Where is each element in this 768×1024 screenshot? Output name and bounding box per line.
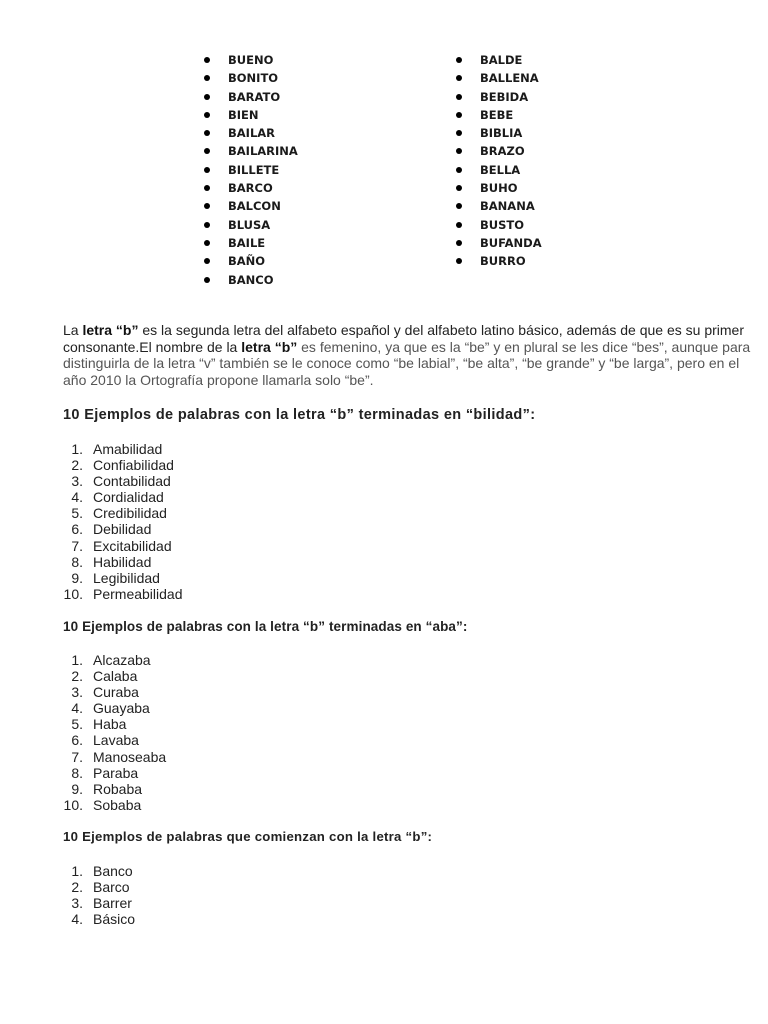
bullet-word: BRAZO: [480, 144, 525, 159]
list-item-number: 2.: [71, 879, 83, 896]
bullet-dot-icon: [204, 112, 210, 118]
intro-text-3: es femenino, ya que es la “be” y en plural se les dice “bes”, aunque para distinguirla de la letra “v” también se le conoce como “be labial”, “be alta”, “be grande” y “be larga”, pero en el año 2010 la Ortografía propone llamarla solo “be”.: [63, 338, 751, 388]
bullet-item: [202, 106, 298, 124]
bullet-item: [454, 124, 542, 142]
bullet-word: BIEN: [228, 107, 259, 122]
bullet-dot-icon: [204, 240, 210, 246]
list-item-number: 8.: [71, 764, 83, 781]
list-item-text: Robaba: [93, 780, 143, 797]
section-heading-comienzan: 10 Ejemplos de palabras que comienzan con la letra “b”:: [63, 829, 433, 844]
bullet-word: BAILAR: [228, 126, 276, 141]
list-item-text: Guayaba: [93, 700, 150, 717]
bullet-item: [454, 179, 542, 197]
bullet-word: BALDE: [480, 53, 523, 67]
list-item-text: Banco: [93, 863, 133, 879]
list-item-text: Barco: [93, 879, 130, 896]
list-item-text: Credibilidad: [93, 505, 167, 522]
list-item: [63, 521, 183, 537]
list-item-number: 4.: [71, 911, 83, 928]
list-item: [63, 863, 135, 879]
list-item-number: 3.: [71, 895, 83, 912]
bullet-word: BANANA: [480, 199, 535, 214]
list-item: [63, 716, 166, 732]
list-item-text: Haba: [93, 716, 127, 733]
bullet-item: [454, 51, 542, 69]
bullet-list-left: [202, 51, 298, 289]
list-item: [63, 538, 183, 554]
list-item-text: Habilidad: [93, 553, 152, 570]
list-item-text: Confiabilidad: [93, 457, 174, 474]
list-item: [63, 797, 166, 813]
bullet-item: [454, 234, 542, 252]
list-item-number: 8.: [71, 553, 83, 570]
list-item: [63, 732, 166, 748]
list-item-text: Debilidad: [93, 521, 152, 538]
list-item-text: Cordialidad: [93, 489, 164, 506]
bullet-dot-icon: [204, 148, 210, 154]
bullet-word: BLUSA: [228, 217, 271, 232]
list-item-text: Barrer: [93, 895, 132, 912]
intro-bold-2: letra “b”: [241, 338, 298, 355]
bullet-dot-icon: [456, 75, 462, 81]
bullet-dot-icon: [204, 94, 210, 100]
bullet-dot-icon: [204, 277, 210, 283]
bullet-item: [454, 69, 542, 87]
bullet-item: [202, 51, 298, 69]
bullet-item: [202, 234, 298, 252]
list-item: [63, 570, 183, 586]
bullet-dot-icon: [204, 222, 210, 228]
list-item: [63, 668, 166, 684]
list-item-number: 2.: [71, 457, 83, 474]
list-item-number: 7.: [71, 537, 83, 554]
list-item: [63, 684, 166, 700]
list-item: [63, 765, 166, 781]
numbered-list-comienzan: [63, 863, 135, 927]
list-item-number: 9.: [71, 780, 83, 797]
list-item-number: 5.: [71, 716, 83, 733]
bullet-item: [202, 161, 298, 179]
list-item-text: Lavaba: [93, 732, 139, 749]
list-item-text: Contabilidad: [93, 473, 171, 490]
list-item: [63, 489, 183, 505]
bullet-word: BILLETE: [228, 162, 280, 177]
bullet-item: [202, 271, 298, 289]
list-item-text: Excitabilidad: [93, 537, 172, 554]
list-item: [63, 879, 135, 895]
bullet-list-right: [454, 51, 542, 271]
list-item: [63, 554, 183, 570]
bullet-item: [454, 252, 542, 270]
list-item: [63, 652, 166, 668]
bullet-dot-icon: [204, 130, 210, 136]
bullet-word: BAILARINA: [228, 144, 298, 159]
bullet-dot-icon: [456, 112, 462, 118]
bullet-word: BUENO: [228, 53, 274, 67]
list-item-number: 1.: [71, 863, 83, 879]
bullet-item: [202, 88, 298, 106]
bullet-item: [202, 197, 298, 215]
bullet-item: [202, 124, 298, 142]
list-item-number: 1.: [71, 652, 83, 668]
section-heading-bilidad: 10 Ejemplos de palabras con la letra “b” terminadas en “bilidad”:: [63, 407, 536, 423]
list-item-number: 1.: [71, 441, 83, 457]
list-item-text: Alcazaba: [93, 652, 151, 668]
intro-text-2: es la segunda letra del alfabeto español y del alfabeto latino básico, además de que es su primer consonante.El nombre de la: [63, 322, 744, 355]
bullet-word: BUHO: [480, 181, 518, 196]
list-item-number: 6.: [71, 521, 83, 538]
list-item-text: Permeabilidad: [93, 585, 183, 602]
bullet-word: BALCON: [228, 199, 281, 214]
list-item-text: Calaba: [93, 668, 138, 685]
bullet-dot-icon: [456, 185, 462, 191]
list-item-number: 4.: [71, 700, 83, 717]
bullet-item: [454, 88, 542, 106]
section-heading-aba: 10 Ejemplos de palabras con la letra “b” terminadas en “aba”:: [63, 619, 468, 634]
intro-bold-1: letra “b”: [82, 322, 139, 338]
list-item: [63, 457, 183, 473]
bullet-dot-icon: [456, 94, 462, 100]
bullet-dot-icon: [204, 258, 210, 264]
bullet-item: [202, 252, 298, 270]
list-item-number: 10.: [63, 796, 83, 813]
bullet-item: [202, 179, 298, 197]
list-item-text: Básico: [93, 911, 136, 928]
bullet-dot-icon: [456, 240, 462, 246]
bullet-item: [454, 161, 542, 179]
bullet-dot-icon: [204, 167, 210, 173]
bullet-dot-icon: [456, 222, 462, 228]
list-item-number: 3.: [71, 473, 83, 490]
bullet-word: BUFANDA: [480, 235, 542, 250]
bullet-dot-icon: [204, 185, 210, 191]
bullet-item: [454, 142, 542, 160]
bullet-dot-icon: [204, 75, 210, 81]
bullet-word: BUSTO: [480, 217, 525, 232]
bullet-word: BELLA: [480, 162, 521, 177]
bullet-item: [454, 216, 542, 234]
bullet-item: [454, 106, 542, 124]
bullet-dot-icon: [456, 203, 462, 209]
list-item-text: Manoseaba: [93, 748, 167, 765]
list-item-number: 2.: [71, 668, 83, 685]
list-item-number: 9.: [71, 569, 83, 586]
bullet-dot-icon: [204, 203, 210, 209]
bullet-dot-icon: [456, 148, 462, 154]
bullet-dot-icon: [204, 57, 210, 63]
numbered-list-aba: [63, 652, 166, 813]
list-item: [63, 895, 135, 911]
list-item-number: 3.: [71, 684, 83, 701]
bullet-word: BANCO: [228, 272, 274, 287]
numbered-list-bilidad: [63, 441, 183, 602]
bullet-word: BAÑO: [228, 254, 266, 269]
bullet-word: BEBE: [480, 107, 514, 122]
list-item-number: 10.: [63, 585, 83, 602]
bullet-item: [454, 197, 542, 215]
intro-text-1: La: [63, 322, 83, 338]
list-item-text: Paraba: [93, 764, 139, 781]
list-item-text: Legibilidad: [93, 569, 160, 586]
list-item: [63, 473, 183, 489]
list-item-text: Amabilidad: [93, 441, 163, 457]
list-item: [63, 505, 183, 521]
list-item: [63, 441, 183, 457]
list-item: [63, 749, 166, 765]
bullet-word: BEBIDA: [480, 89, 529, 104]
list-item: [63, 911, 135, 927]
bullet-item: [202, 142, 298, 160]
bullet-item: [202, 69, 298, 87]
bullet-word: BURRO: [480, 254, 526, 269]
list-item-text: Sobaba: [93, 796, 142, 813]
bullet-word: BAILE: [228, 235, 266, 250]
bullet-word: BARATO: [228, 89, 281, 104]
list-item-number: 5.: [71, 505, 83, 522]
bullet-word: BALLENA: [480, 71, 539, 86]
bullet-word: BONITO: [228, 71, 279, 86]
list-item-number: 6.: [71, 732, 83, 749]
list-item: [63, 700, 166, 716]
bullet-dot-icon: [456, 167, 462, 173]
list-item-number: 4.: [71, 489, 83, 506]
bullet-word: BARCO: [228, 181, 273, 196]
bullet-word: BIBLIA: [480, 126, 523, 141]
bullet-dot-icon: [456, 258, 462, 264]
list-item-number: 7.: [71, 748, 83, 765]
bullet-dot-icon: [456, 57, 462, 63]
intro-paragraph: [63, 322, 763, 388]
list-item-text: Curaba: [93, 684, 139, 701]
list-item: [63, 781, 166, 797]
bullet-item: [202, 216, 298, 234]
list-item: [63, 586, 183, 602]
bullet-dot-icon: [456, 130, 462, 136]
